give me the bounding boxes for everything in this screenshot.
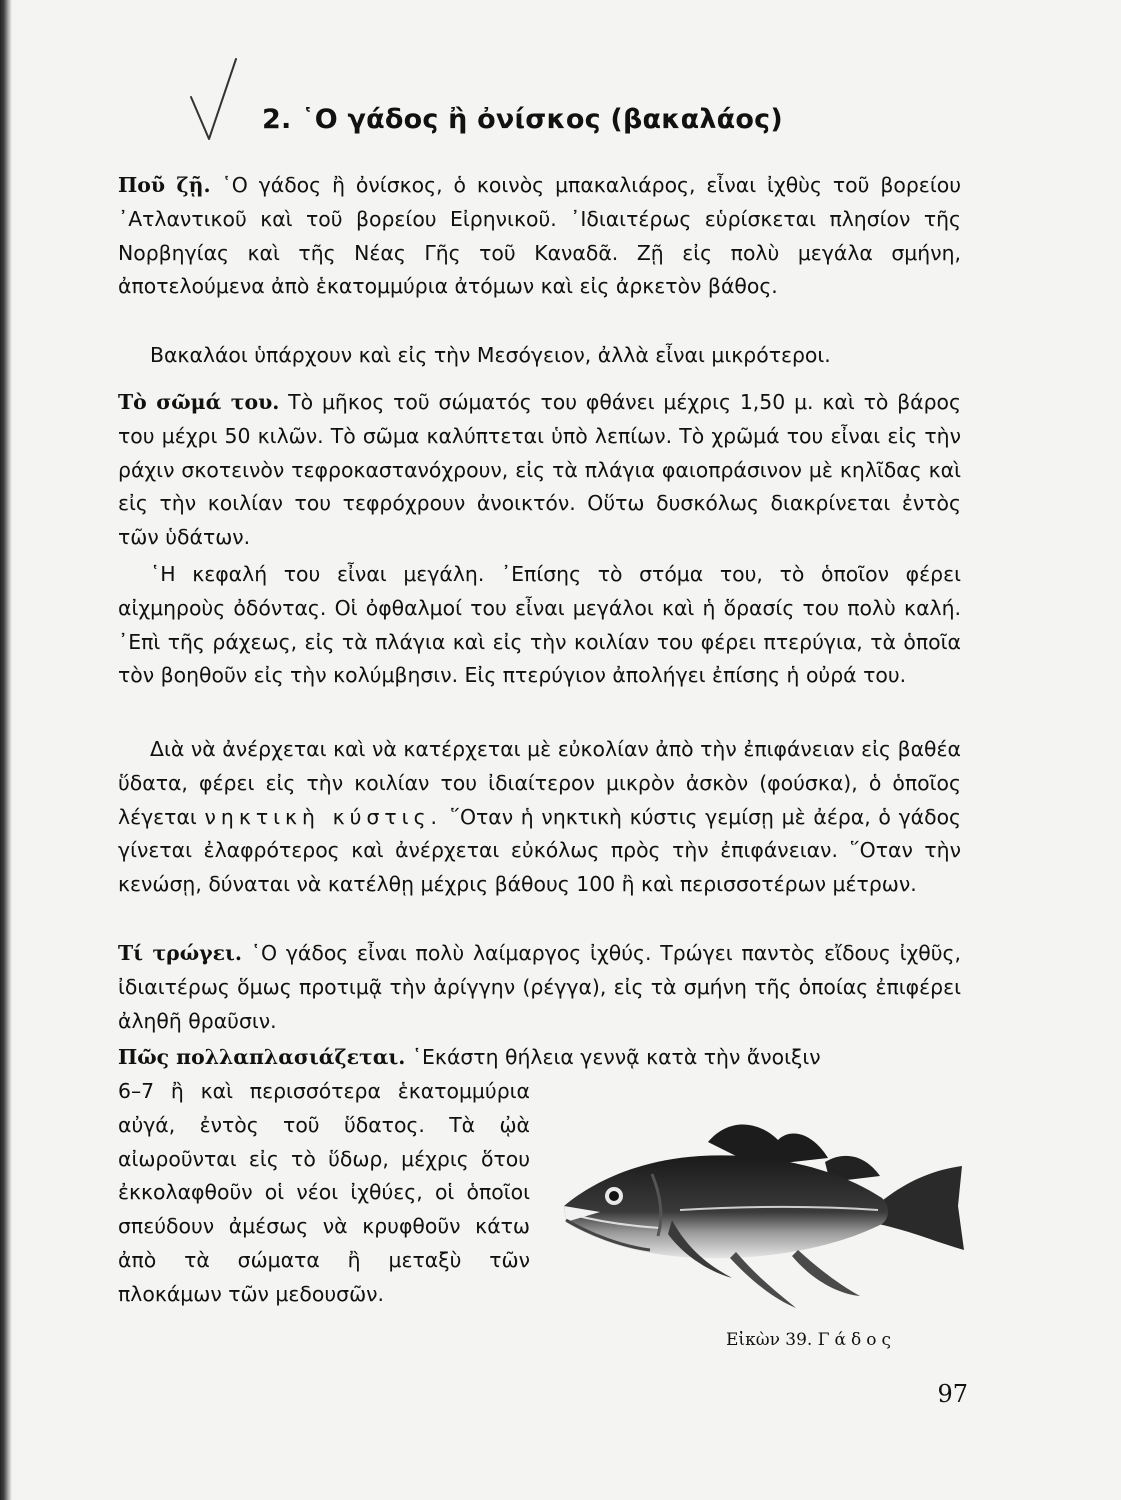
swim-bladder-term: νηκτικὴ κύστις. [204,804,443,829]
mediterranean-text: Βακαλάοι ὑπάρχουν καὶ εἰς τὴν Μεσόγειον, ἀλλὰ εἶναι μικρότεροι. [150,343,831,367]
section-number: 2. [262,104,292,135]
paragraph-swim-bladder [118,733,961,902]
figure-caption [726,1330,896,1350]
page-number: 97 [937,1380,968,1408]
paragraph-diet [118,937,961,1038]
cod-fish-illustration [560,1110,970,1320]
paragraph-head [118,558,961,693]
subheading-reproduction: Πῶς πολλαπλασιάζεται. [118,1045,406,1069]
swim-bladder-text-a: Διὰ νὰ ἀνέρχεται καὶ νὰ κατέρχεται μὲ εὐκολίαν ἀπὸ τὴν ἐπιφάνειαν εἰς βαθέα ὕδατα, φέρει εἰς τὴν κοιλίαν του ἰδιαίτερον μικρὸν ἀσκὸν (φούσκα), ὁ ὁποῖος λέγεται [118,737,961,829]
caption-title: Γάδος [817,1330,897,1350]
caption-prefix: Εἰκὼν 39. [726,1330,813,1350]
subheading-habitat: Ποῦ ζῇ. [118,173,211,197]
subheading-diet: Τί τρώγει. [118,941,242,965]
swim-bladder-text-b: ῞Οταν ἡ νηκτικὴ κύστις γεμίσῃ μὲ ἀέρα, ὁ γάδος γίνεται ἐλαφρότερος καὶ ἀνέρχεται εὐκόλως πρὸς τὴν ἐπιφάνειαν. ῞Οταν τὴν κενώσῃ, δύναται νὰ κατέλθῃ μέχρις βάθους 100 ἢ καὶ περισσοτέρων μέτρων. [118,804,962,897]
paragraph-reproduction-continued [118,1075,530,1312]
handwritten-checkmark [185,55,245,145]
diet-text: ῾Ο γάδος εἶναι πολὺ λαίμαργος ἰχθύς. Τρώγει παντὸς εἴδους ἰχθῦς, ἰδιαιτέρως ὅμως προτιμᾷ τὴν ἀρίγγην (ρέγγα), εἰς τὰ σμήνη τῆς ὁποίας ἐπιφέρει ἀληθῆ θραῦσιν. [118,941,961,1033]
reproduction-text-continued: 6–7 ἢ καὶ περισσότερα ἑκατομμύρια αὐγά, ἐντὸς τοῦ ὕδατος. Τὰ ᾠὰ αἰωροῦνται εἰς τὸ ὕδωρ, μέχρις ὅτου ἐκκολαφθοῦν οἱ νέοι ἰχθύες, οἱ ὁποῖοι σπεύδουν ἀμέσως νὰ κρυφθοῦν κάτω ἀπὸ τὰ σώματα ἢ μεταξὺ τῶν πλοκάμων τῶν μεδουσῶν. [118,1079,530,1306]
section-heading: ῾Ο γάδος ἢ ὀνίσκος (βακαλάος) [301,104,783,135]
habitat-text: ῾Ο γάδος ἢ ὀνίσκος, ὁ κοινὸς μπακαλιάρος, εἶναι ἰχθὺς τοῦ βορείου ᾿Ατλαντικοῦ καὶ τοῦ βορείου Εἰρηνικοῦ. ᾿Ιδιαιτέρως εὑρίσκεται πλησίον τῆς Νορβηγίας καὶ τῆς Νέας Γῆς τοῦ Καναδᾶ. Ζῇ εἰς πολὺ μεγάλα σμήνη, ἀποτελούμενα ἀπὸ ἑκατομμύρια ἀτόμων καὶ εἰς ἀρκετὸν βάθος. [118,173,962,299]
subheading-body: Τὸ σῶμά του. [118,390,280,414]
page-binding-edge [0,0,12,1500]
paragraph-habitat [118,169,961,304]
paragraph-mediterranean [118,339,961,373]
head-text: ῾Η κεφαλή του εἶναι μεγάλη. ᾿Επίσης τὸ στόμα του, τὸ ὁποῖον φέρει αἰχμηροὺς ὀδόντας. Οἱ ὀφθαλμοί του εἶναι μεγάλοι καὶ ἡ ὅρασίς του πολὺ καλή. ᾿Επὶ τῆς ράχεως, εἰς τὰ πλάγια καὶ εἰς τὴν κοιλίαν του φέρει πτερύγια, τὰ ὁποῖα τὸν βοηθοῦν εἰς τὴν κολύμβησιν. Εἰς πτερύγιον ἀπολήγει ἐπίσης ἡ οὐρά του. [118,562,961,688]
paragraph-reproduction [118,1041,961,1075]
body-text: Τὸ μῆκος τοῦ σώματός του φθάνει μέχρις 1,50 μ. καὶ τὸ βάρος του μέχρι 50 κιλῶν. Τὸ σῶμα καλύπτεται ὑπὸ λεπίων. Τὸ χρῶμά του εἶναι εἰς τὴν ράχιν σκοτεινὸν τεφροκαστανόχρουν, εἰς τὰ πλάγια φαιοπράσινον μὲ κηλῖδας καὶ εἰς τὴν κοιλίαν του τεφρόχρουν ἀνοικτόν. Οὕτω δυσκόλως διακρίνεται ἐντὸς τῶν ὑδάτων. [118,390,961,550]
section-title [262,104,822,135]
paragraph-body [118,386,961,555]
reproduction-text: ῾Εκάστη θήλεια γεννᾷ κατὰ τὴν ἄνοιξιν [411,1045,821,1069]
